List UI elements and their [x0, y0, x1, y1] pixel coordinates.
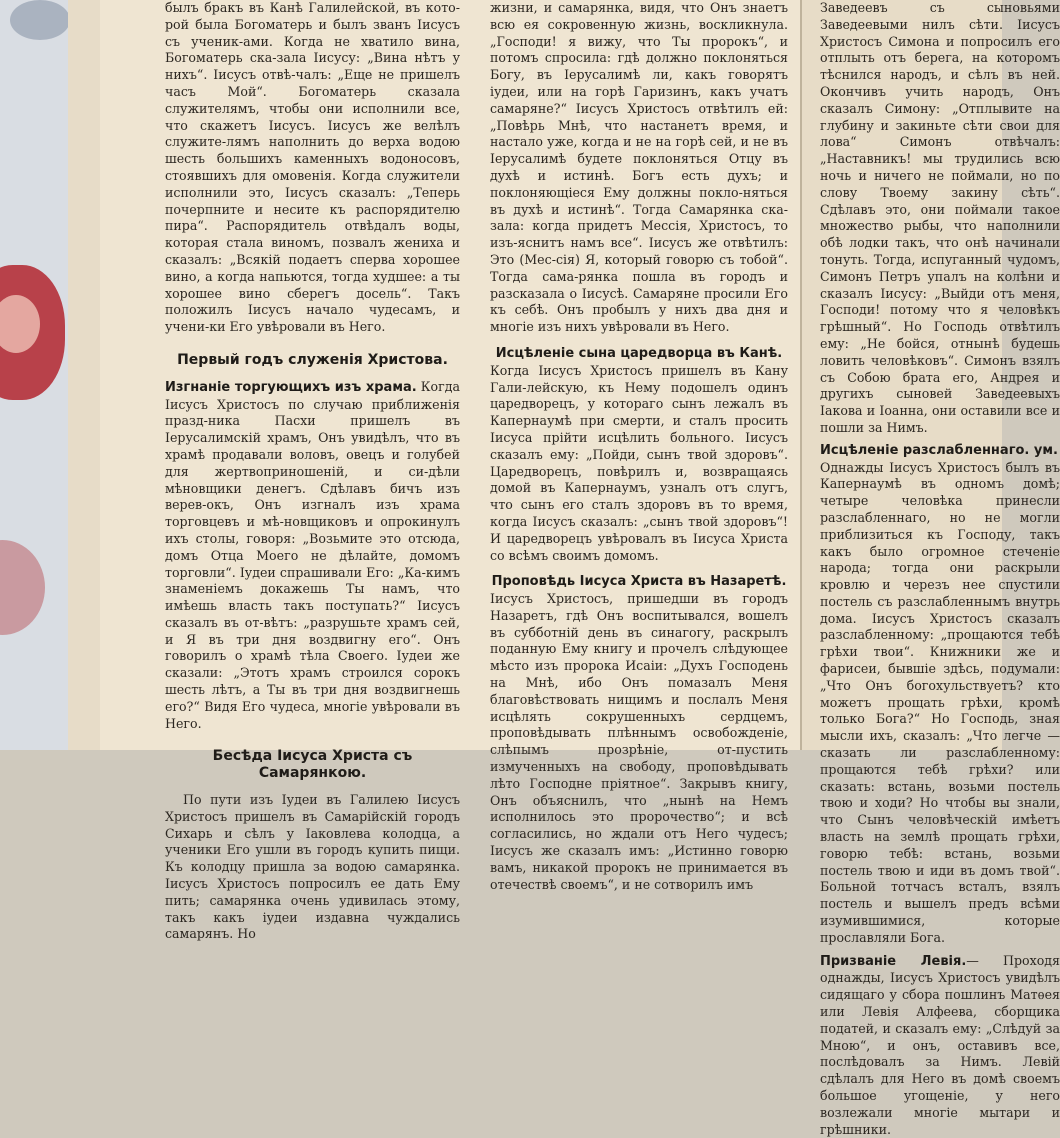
paragraph: Когда Іисусъ Христосъ по случаю приближенія празд-ника Пасхи пришелъ въ Іерусалимскій храмъ, Онъ увидѣлъ, что въ храмѣ продавали воловъ, овецъ и голубей для жертвоприношеній, и си-дѣли мѣновщики денегъ. Сдѣлавъ бичъ изъ верев-окъ, Онъ изгналъ изъ храма торговцевъ и мѣ-новщиковъ и опрокинулъ ихъ столы, говоря: „Возьмите это отсюда, домъ Отца Моего не дѣлайте, домомъ торговли“. Іудеи спрашивали Его: „Ка-кимъ знаменіемъ докажешь Ты намъ, что имѣешь власть такъ поступать?“ Іисусъ сказалъ въ от-вѣтъ: „разрушьте храмъ сей, и Я въ три дня воздвигну его“. Онъ говорилъ о храмѣ тѣла Своего. Іудеи же сказали: „Этотъ храмъ строился сорокъ шесть лѣтъ, а Ты въ три дня воздвигнешь его?“ Видя Его чудеса, многіе увѣровали въ Него.: [165, 378, 460, 731]
section-heading: Первый годъ служенія Христова.: [177, 351, 448, 368]
flower-pattern: [10, 0, 70, 40]
paragraph: жизни, и самарянка, видя, что Онъ знаетъ всю ея сокровенную жизнь, воскликнула. „Господи! я вижу, что Ты пророкъ“, и потомъ спросила: гдѣ должно поклоняться Богу, въ Іерусалимѣ ли, какъ говорятъ іудеи, или на горѣ Гаризинъ, какъ учатъ самаряне?“ Іисусъ Христосъ отвѣтилъ ей: „Повѣрь Мнѣ, что настанетъ время, и настало уже, когда и не на горѣ сей, и не въ Іерусалимѣ будете поклоняться Отцу въ духѣ и истинѣ. Богъ есть духъ; и поклоняющіеся Ему должны покло-няться въ духѣ и истинѣ“. Тогда Самарянка ска-зала: когда придетъ Мессія, Христосъ, то изъ-яснитъ намъ все“. Іисусъ же отвѣтилъ: Это (Мес-сія) Я, который говорю съ тобой“. Тогда сама-рянка пошла въ городъ и разсказала о Іисусѣ. Самаряне просили Его къ себѣ. Онъ пробылъ у нихъ два дня и многіе изъ нихъ увѣровали въ Него.: [490, 0, 788, 335]
paragraph: Іисусъ Христосъ, пришедши въ городъ Назаретъ, гдѣ Онъ воспитывался, вошелъ въ субботній день въ синагогу, раскрылъ поданную Ему книгу и прочелъ слѣдующее мѣсто изъ пророка Исаіи: „Духъ Господень на Мнѣ, ибо Онъ помазалъ Меня благовѣствовать нищимъ и послалъ Меня исцѣлять сокрушенныхъ сердцемъ, проповѣдывать плѣннымъ освобожденіе, слѣпымъ прозрѣніе, от-пустить измученныхъ на свободу, проповѣдывать лѣто Господне пріятное“. Закрывъ книгу, Онъ объяснилъ, что „нынѣ на Немъ исполнилось это пророчество“; и всѣ согласились, но ждали отъ Него чудесъ; Іисусъ же сказалъ имъ: „Истинно говорю вамъ, никакой пророкъ не принимается въ отечествѣ своемъ“, и не сотворилъ имъ: [490, 591, 788, 892]
paragraph: Заведеевъ съ сыновьями Заведеевыми нилъ сѣти. Іисусъ Христосъ Симона и попросилъ его отплыть отъ берега, на которомъ тѣснился народъ, и сѣлъ въ ней. Окончивъ учить народъ, Онъ сказалъ Симону: „Отплывите на глубину и закиньте сѣти свои для лова“ Симонъ отвѣчалъ: „Наставникъ! мы трудились всю ночь и ничего не поймали, но по слову Твоему закину сѣть“. Сдѣлавъ это, они поймали такое множество рыбы, что наполнили обѣ лодки такъ, что онѣ начинали тонуть. Тогда, испуганный чудомъ, Симонъ Петръ упалъ на колѣни и сказалъ Іисусу: „Выйди отъ меня, Господи! потому что я человѣкъ грѣшный“. Но Господь отвѣтилъ ему: „Не бойся, отнынѣ будешь ловить человѣковъ“. Симонъ взялъ съ Собою брата его, Андрея и другихъ сыновей Заведеевыхъ Іакова и Іоанна, они оставили все и пошли за Нимъ.: [820, 0, 1060, 435]
subsection-heading: Призваніе Левія.: [820, 953, 967, 969]
left-column: [165, 0, 460, 942]
rose-pattern: [0, 265, 65, 400]
subsection-heading: Проповѣдь Іисуса Христа въ Назаретѣ.: [491, 574, 787, 590]
right-column: [820, 0, 1060, 1137]
subsection-heading: Изгнаніе торгующихъ изъ храма.: [165, 379, 417, 395]
paragraph: Когда Іисусъ Христосъ пришелъ въ Кану Гали-лейскую, къ Нему подошелъ одинъ царедворецъ, у котораго сынъ лежалъ въ Капернаумѣ при смерти, и сталъ просить Іисуса прійти исцѣлить больного. Іисусъ сказалъ ему: „Пойди, сынъ твой здоровъ“. Царедворецъ, повѣрилъ и, возвращаясь домой въ Капернаумъ, узналъ отъ слугъ, что сынъ его сталъ здоровъ въ то время, когда Іисусъ сказалъ: „сынъ твой здоровъ“! И царедворецъ увѣровалъ въ Іисуса Христа со всѣмъ своимъ домомъ.: [490, 362, 788, 563]
rose-pattern: [0, 540, 45, 635]
subsection-heading: Исцѣленіе разслабленнаго. ум.: [820, 442, 1058, 458]
middle-column: [490, 0, 788, 892]
section-heading: Бесѣда Іисуса Христа съ Самарянкою.: [212, 748, 413, 782]
subsection-heading: Исцѣленіе сына царедворца въ Канѣ.: [495, 345, 783, 361]
paragraph: былъ бракъ въ Канѣ Галилейской, въ кото-рой была Богоматерь и былъ званъ Іисусъ съ ученик-ами. Когда не хватило вина, Богоматерь ска-зала Іисусу: „Вина нѣтъ у нихъ“. Іисусъ отвѣ-чалъ: „Еще не пришелъ часъ Мой“. Богоматерь сказала служителямъ, чтобы они исполнили все, что скажетъ Іисусъ. Іисусъ же велѣлъ служите-лямъ наполнить до верха водою шесть большихъ каменныхъ водоносовъ, стоявшихъ для омовенія. Когда служители исполнили это, Іисусъ сказалъ: „Теперь почерпните и несите къ распорядителю пира“. Распорядитель отвѣдалъ воды, которая стала виномъ, позвалъ жениха и сказалъ: „Всякій подаетъ сперва хорошее вино, а когда напьются, тогда худшее: а ты хорошее вино сберегъ досель“. Такъ положилъ Іисусъ начало чудесамъ, и учени-ки Его увѣровали въ Него.: [165, 0, 460, 335]
paragraph: По пути изъ Іудеи въ Галилею Іисусъ Христосъ пришелъ въ Самарійскій городъ Сихарь и сѣлъ у Іаковлева колодца, а ученики Его ушли въ городъ купить пищи. Къ колодцу пришла за водою самарянка. Іисусъ Христосъ попросилъ ее дать Ему пить; самарянка очень удивилась этому, такъ какъ іудеи издавна чуждались самарянъ. Но: [165, 792, 460, 942]
paragraph: Однажды Іисусъ Христосъ былъ въ Капернаумѣ въ одномъ домѣ; четыре человѣка принесли разслабленнаго, но не могли приблизиться къ Господу, такъ какъ было огромное стеченіе народа; тогда они раскрыли кровлю и черезъ нее спустили постель съ разслабленнымъ внутрь дома. Іисусъ Христосъ сказалъ разслабленному: „прощаются тебѣ грѣхи твои“. Книжники же и фарисеи, бывшіе здѣсь, подумали: „Что Онъ богохульствуетъ? кто можетъ прощать грѣхи, кромѣ только Бога?“ Но Господь, зная мысли ихъ, сказалъ: „Что легче — сказать ли разслабленному: прощаются тебѣ грѣхи? или сказать: встань, возьми постель твою и ходи? Но чтобы вы знали, что Сынъ человѣческій имѣетъ власть на землѣ прощать грѣхи, говорю тебѣ: встань, возьми постель твою и иди въ домъ твой“. Больной тотчасъ всталъ, взялъ постель и вышелъ предъ всѣми изумившимися, которые прославляли Бога.: [820, 459, 1060, 945]
paragraph: — Проходя однажды, Іисусъ Христосъ увидѣлъ сидящаго у сбора пошлинъ Матѳея или Левія Алфеева, сборщика податей, и сказалъ ему: „Слѣдуй за Мною“, и онъ, оставивъ все, послѣдовалъ за Нимъ. Левій сдѣлалъ для Него въ домѣ своемъ большое угощеніе, у него возлежали многіе мытари и грѣшники.: [820, 952, 1060, 1137]
